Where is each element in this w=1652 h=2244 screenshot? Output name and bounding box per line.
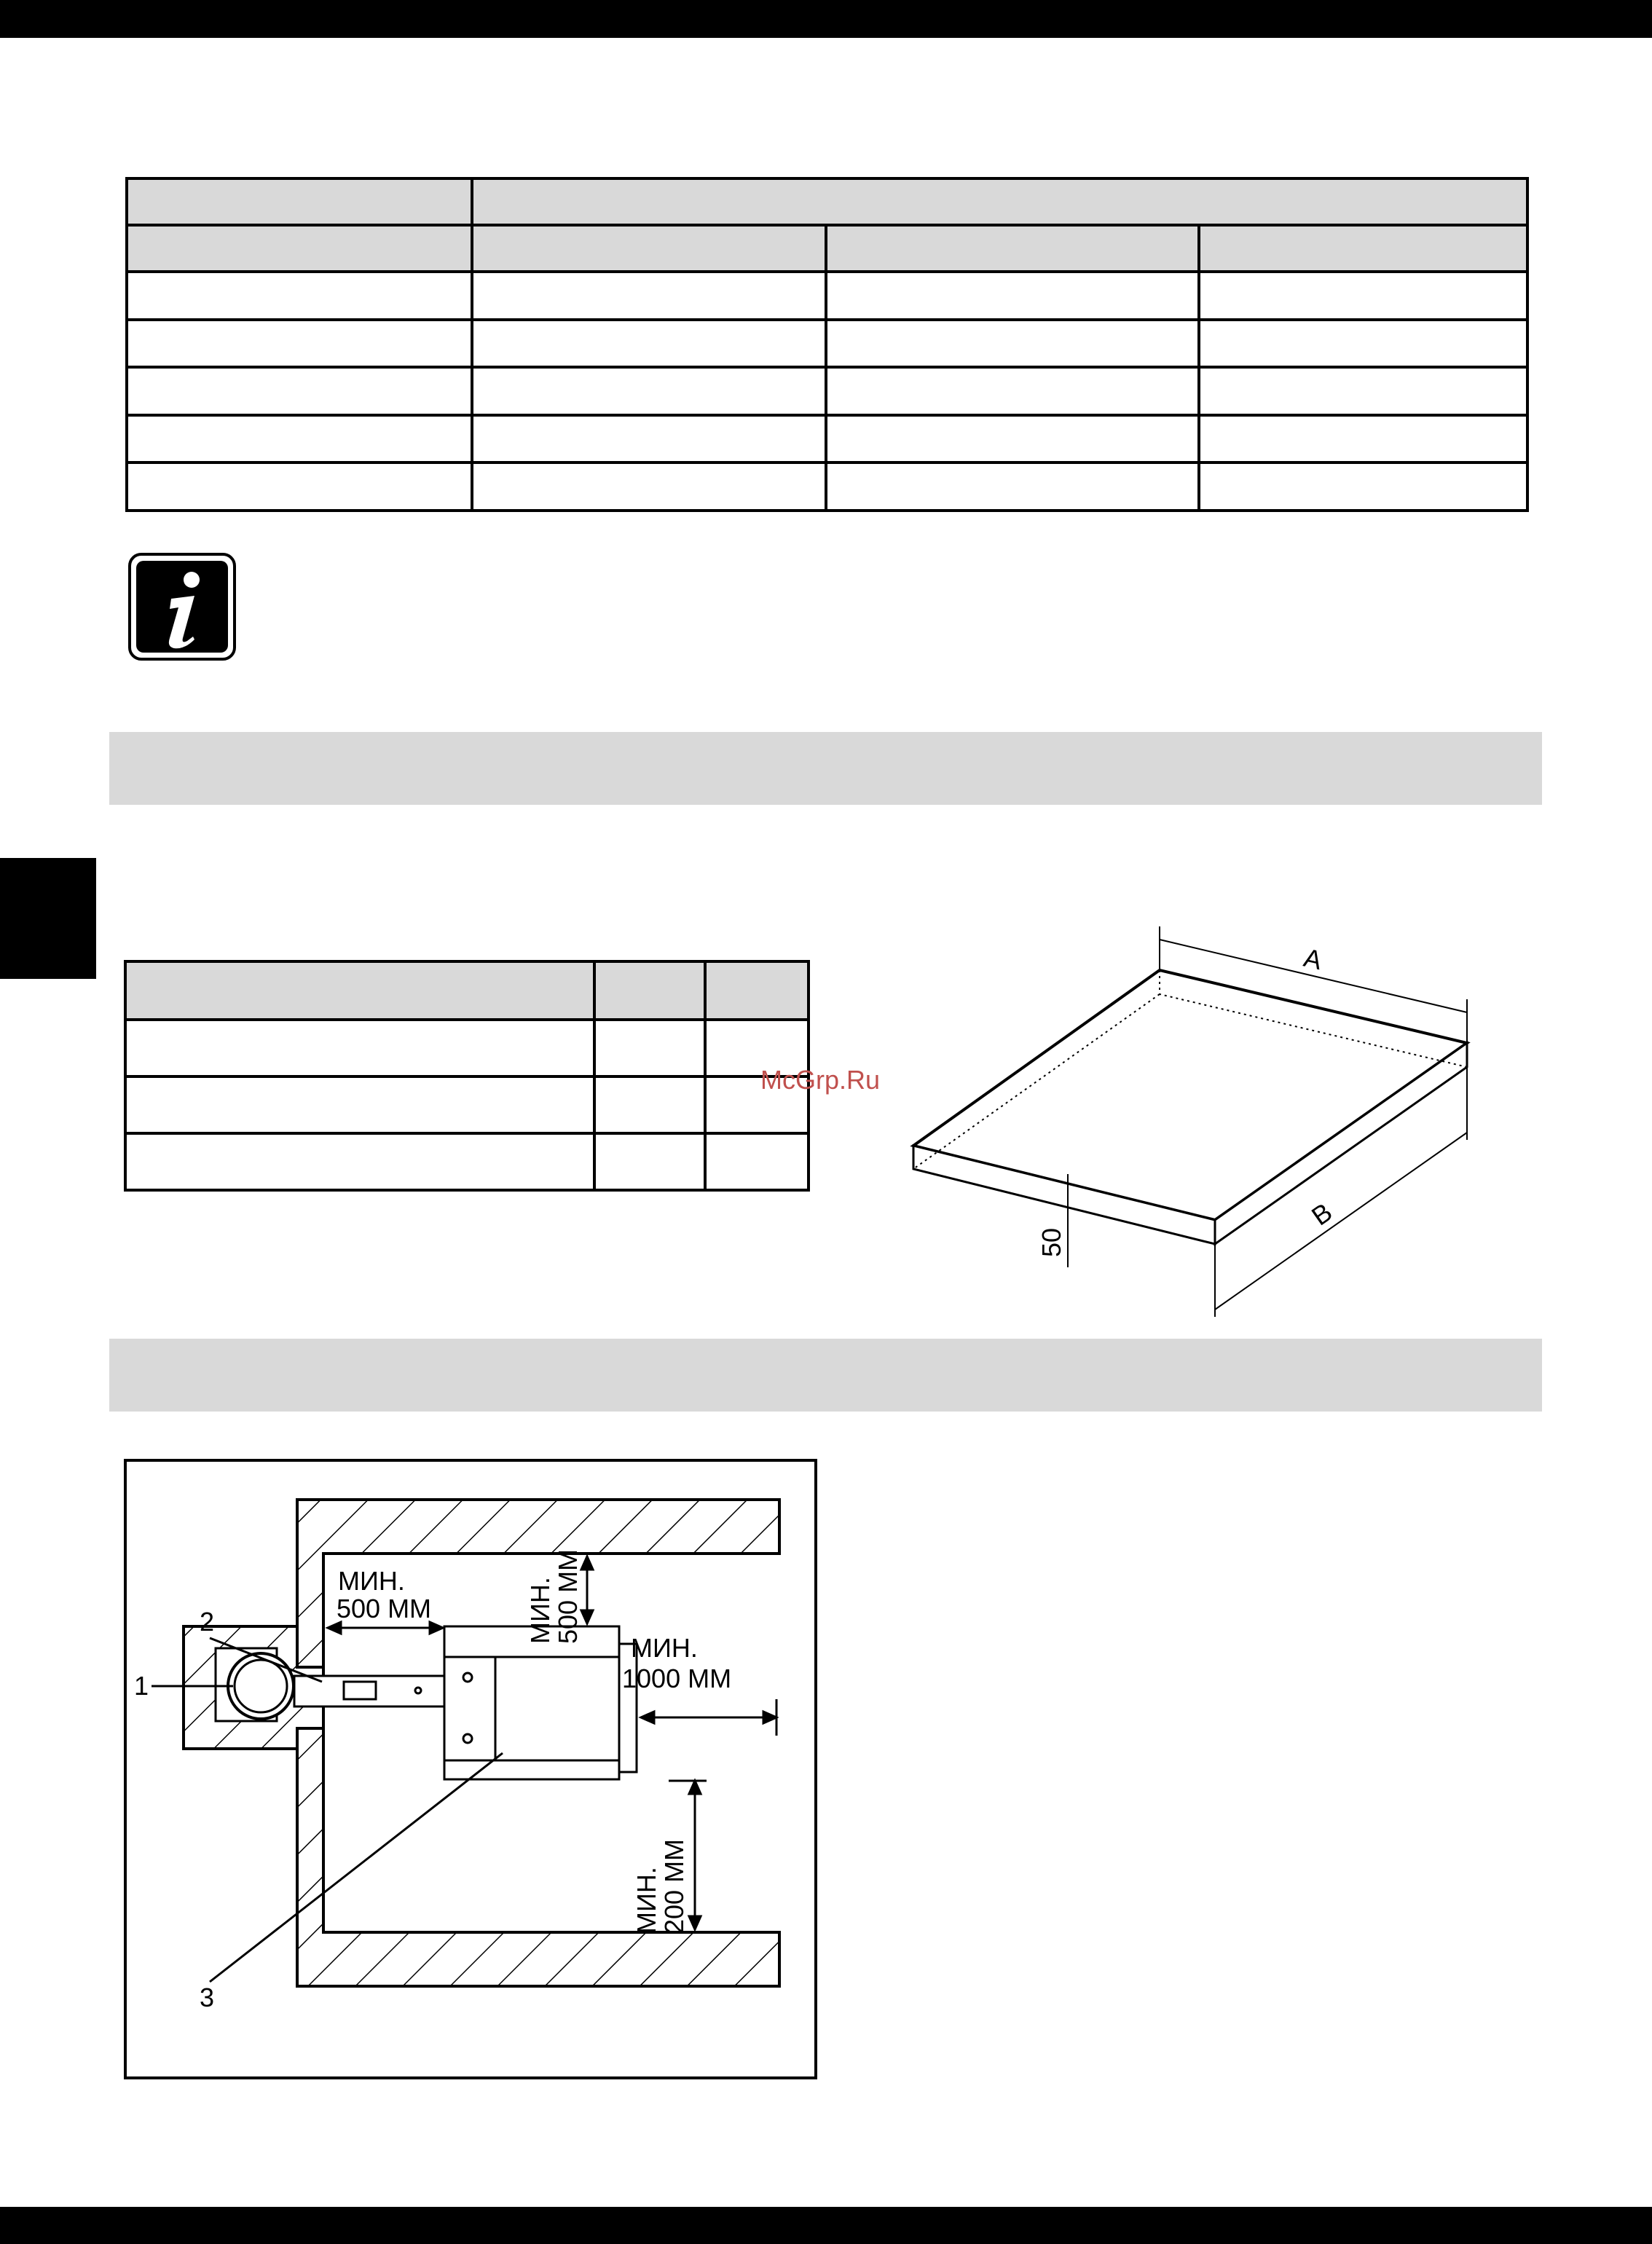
table-row bbox=[125, 961, 809, 1020]
table-row bbox=[127, 178, 1527, 225]
left-gap-label-line2: 500 ММ bbox=[337, 1594, 432, 1623]
clearance-diagram bbox=[124, 1459, 817, 2079]
dimension-b-label: B bbox=[1306, 1197, 1338, 1232]
top-bar bbox=[0, 0, 1652, 38]
info-icon bbox=[127, 552, 237, 661]
left-gap-label-line1: МИН. bbox=[338, 1566, 405, 1596]
section-heading-band-2 bbox=[109, 1339, 1542, 1412]
spec-table-2 bbox=[124, 960, 810, 1192]
bottom-gap-label-line2: 200 ММ bbox=[659, 1838, 689, 1934]
table-row bbox=[127, 272, 1527, 320]
section-heading-band-1 bbox=[109, 732, 1542, 805]
bottom-bar bbox=[0, 2207, 1652, 2244]
spec-table-1 bbox=[125, 177, 1529, 512]
table-row bbox=[127, 415, 1527, 463]
watermark: McGrp.Ru bbox=[760, 1065, 881, 1095]
table-row bbox=[127, 320, 1527, 368]
top-gap-label-line1: МИН. bbox=[525, 1577, 555, 1644]
table-row bbox=[125, 1020, 809, 1076]
callout-3: 3 bbox=[200, 1983, 215, 2012]
front-gap-label-line2: 1000 ММ bbox=[622, 1664, 732, 1693]
callout-2: 2 bbox=[200, 1607, 215, 1637]
front-gap-label-line1: МИН. bbox=[631, 1633, 698, 1663]
bottom-gap-label-line1: МИН. bbox=[632, 1867, 661, 1934]
table-row bbox=[127, 462, 1527, 511]
dimension-a-label: A bbox=[1301, 942, 1325, 976]
top-gap-label-line2: 500 ММ bbox=[553, 1548, 583, 1644]
slab-diagram bbox=[903, 918, 1486, 1326]
table-row bbox=[127, 367, 1527, 415]
table-row bbox=[125, 1076, 809, 1133]
dimension-height-label: 50 bbox=[1037, 1227, 1066, 1257]
table-row bbox=[127, 225, 1527, 272]
table-row bbox=[125, 1133, 809, 1190]
chapter-tab bbox=[0, 858, 96, 979]
callout-1: 1 bbox=[134, 1671, 149, 1701]
